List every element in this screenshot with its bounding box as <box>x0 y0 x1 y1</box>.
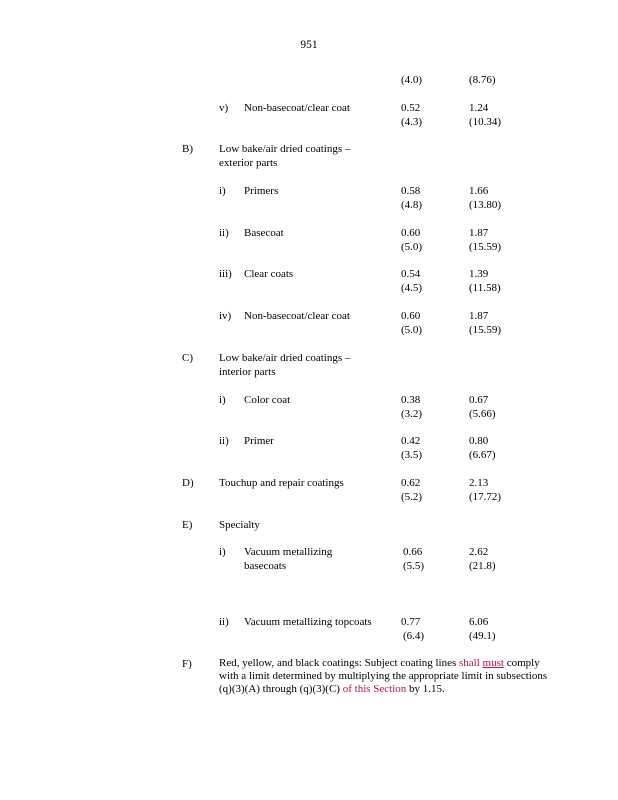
item-number: iii) <box>219 268 232 280</box>
value-lb: 0.67 <box>469 394 489 406</box>
value-lb: 1.39 <box>469 268 489 280</box>
revision-inserted: of this Section <box>342 683 407 695</box>
item-number: i) <box>219 394 226 406</box>
page-number: 951 <box>300 39 318 51</box>
item-number: iv) <box>219 310 232 322</box>
value-lb: 0.52 <box>401 102 421 114</box>
item-number: ii) <box>219 616 229 628</box>
item-label: Primer <box>244 435 274 447</box>
item-number: ii) <box>219 227 229 239</box>
section-title: Specialty <box>219 519 260 531</box>
value-lb: 0.62 <box>401 477 421 489</box>
value-lb: 1.66 <box>469 185 489 197</box>
value-kg: (49.1) <box>469 630 496 642</box>
section-title: Low bake/air dried coatings – <box>219 143 351 155</box>
value-ppm: (8.76) <box>469 74 496 86</box>
value-kg: (15.59) <box>469 241 502 253</box>
item-number: ii) <box>219 435 229 447</box>
revision-deleted: shall <box>459 657 480 669</box>
value-kg: (5.0) <box>401 324 423 336</box>
value-lb: 0.58 <box>401 185 421 197</box>
value-lb: 2.13 <box>469 477 489 489</box>
section-letter: C) <box>182 352 193 364</box>
value-lb: 2.62 <box>469 546 489 558</box>
value-lb: 0.60 <box>401 310 421 322</box>
item-label: Color coat <box>244 394 291 406</box>
paragraph-text: by 1.15. <box>406 683 445 695</box>
value-kg: (13.80) <box>469 199 502 211</box>
value-lb: 0.60 <box>401 227 421 239</box>
section-letter: F) <box>182 658 192 670</box>
value-lb: 1.87 <box>469 310 489 322</box>
item-label: Non-basecoat/clear coat <box>244 102 350 114</box>
item-label: Clear coats <box>244 268 294 280</box>
value-kg: (5.0) <box>401 241 423 253</box>
value-kg: (11.58) <box>469 282 501 294</box>
item-label: Primers <box>244 185 279 197</box>
section-title: exterior parts <box>219 157 278 169</box>
value-kg: (6.4) <box>403 630 425 642</box>
value-lb: 0.54 <box>401 268 421 280</box>
item-label: Non-basecoat/clear coat <box>244 310 350 322</box>
value-kg: (4.8) <box>401 199 423 211</box>
value-lb: 6.06 <box>469 616 489 628</box>
value-lb: 1.24 <box>469 102 489 114</box>
value-kg: (21.8) <box>469 560 496 572</box>
value-kg: (3.2) <box>401 408 423 420</box>
revision-inserted: must <box>482 657 504 669</box>
section-title: Touchup and repair coatings <box>219 477 344 489</box>
value-kg: (5.66) <box>469 408 496 420</box>
value-kg: (6.67) <box>469 449 496 461</box>
section-letter: D) <box>182 477 194 489</box>
item-number: v) <box>219 102 229 114</box>
value-lb: 0.77 <box>401 616 421 628</box>
value-kg: (15.59) <box>469 324 502 336</box>
value-lb: 0.66 <box>403 546 423 558</box>
value-kg: (4.5) <box>401 282 423 294</box>
value-kg: (4.3) <box>401 116 423 128</box>
section-f-paragraph <box>219 657 549 696</box>
section-letter: B) <box>182 143 193 155</box>
item-label: Basecoat <box>244 227 284 239</box>
value-kg: (10.34) <box>469 116 502 128</box>
value-lb: 0.38 <box>401 394 421 406</box>
value-kg: (5.5) <box>403 560 425 572</box>
value-lb: 1.87 <box>469 227 489 239</box>
value-kg: (17.72) <box>469 491 502 503</box>
item-number: i) <box>219 546 226 558</box>
paragraph-text: Red, yellow, and black coatings: Subject coating lines <box>219 657 460 669</box>
item-label: Vacuum metallizing <box>244 546 333 558</box>
section-letter: E) <box>182 519 193 531</box>
item-label: basecoats <box>244 560 287 572</box>
item-number: i) <box>219 185 226 197</box>
item-label: Vacuum metallizing topcoats <box>244 616 372 628</box>
section-title: Low bake/air dried coatings – <box>219 352 351 364</box>
value-lb: 0.80 <box>469 435 489 447</box>
value-kg: (5.2) <box>401 491 423 503</box>
value-lb: 0.42 <box>401 435 421 447</box>
paragraph-text: comply with a limit determined by multiplying the appropriate limit in subsections (q)(3)(A) through (q)(3)(C) <box>219 657 548 695</box>
value-kg: (3.5) <box>401 449 423 461</box>
value-ppm: (4.0) <box>401 74 423 86</box>
section-title: interior parts <box>219 366 276 378</box>
